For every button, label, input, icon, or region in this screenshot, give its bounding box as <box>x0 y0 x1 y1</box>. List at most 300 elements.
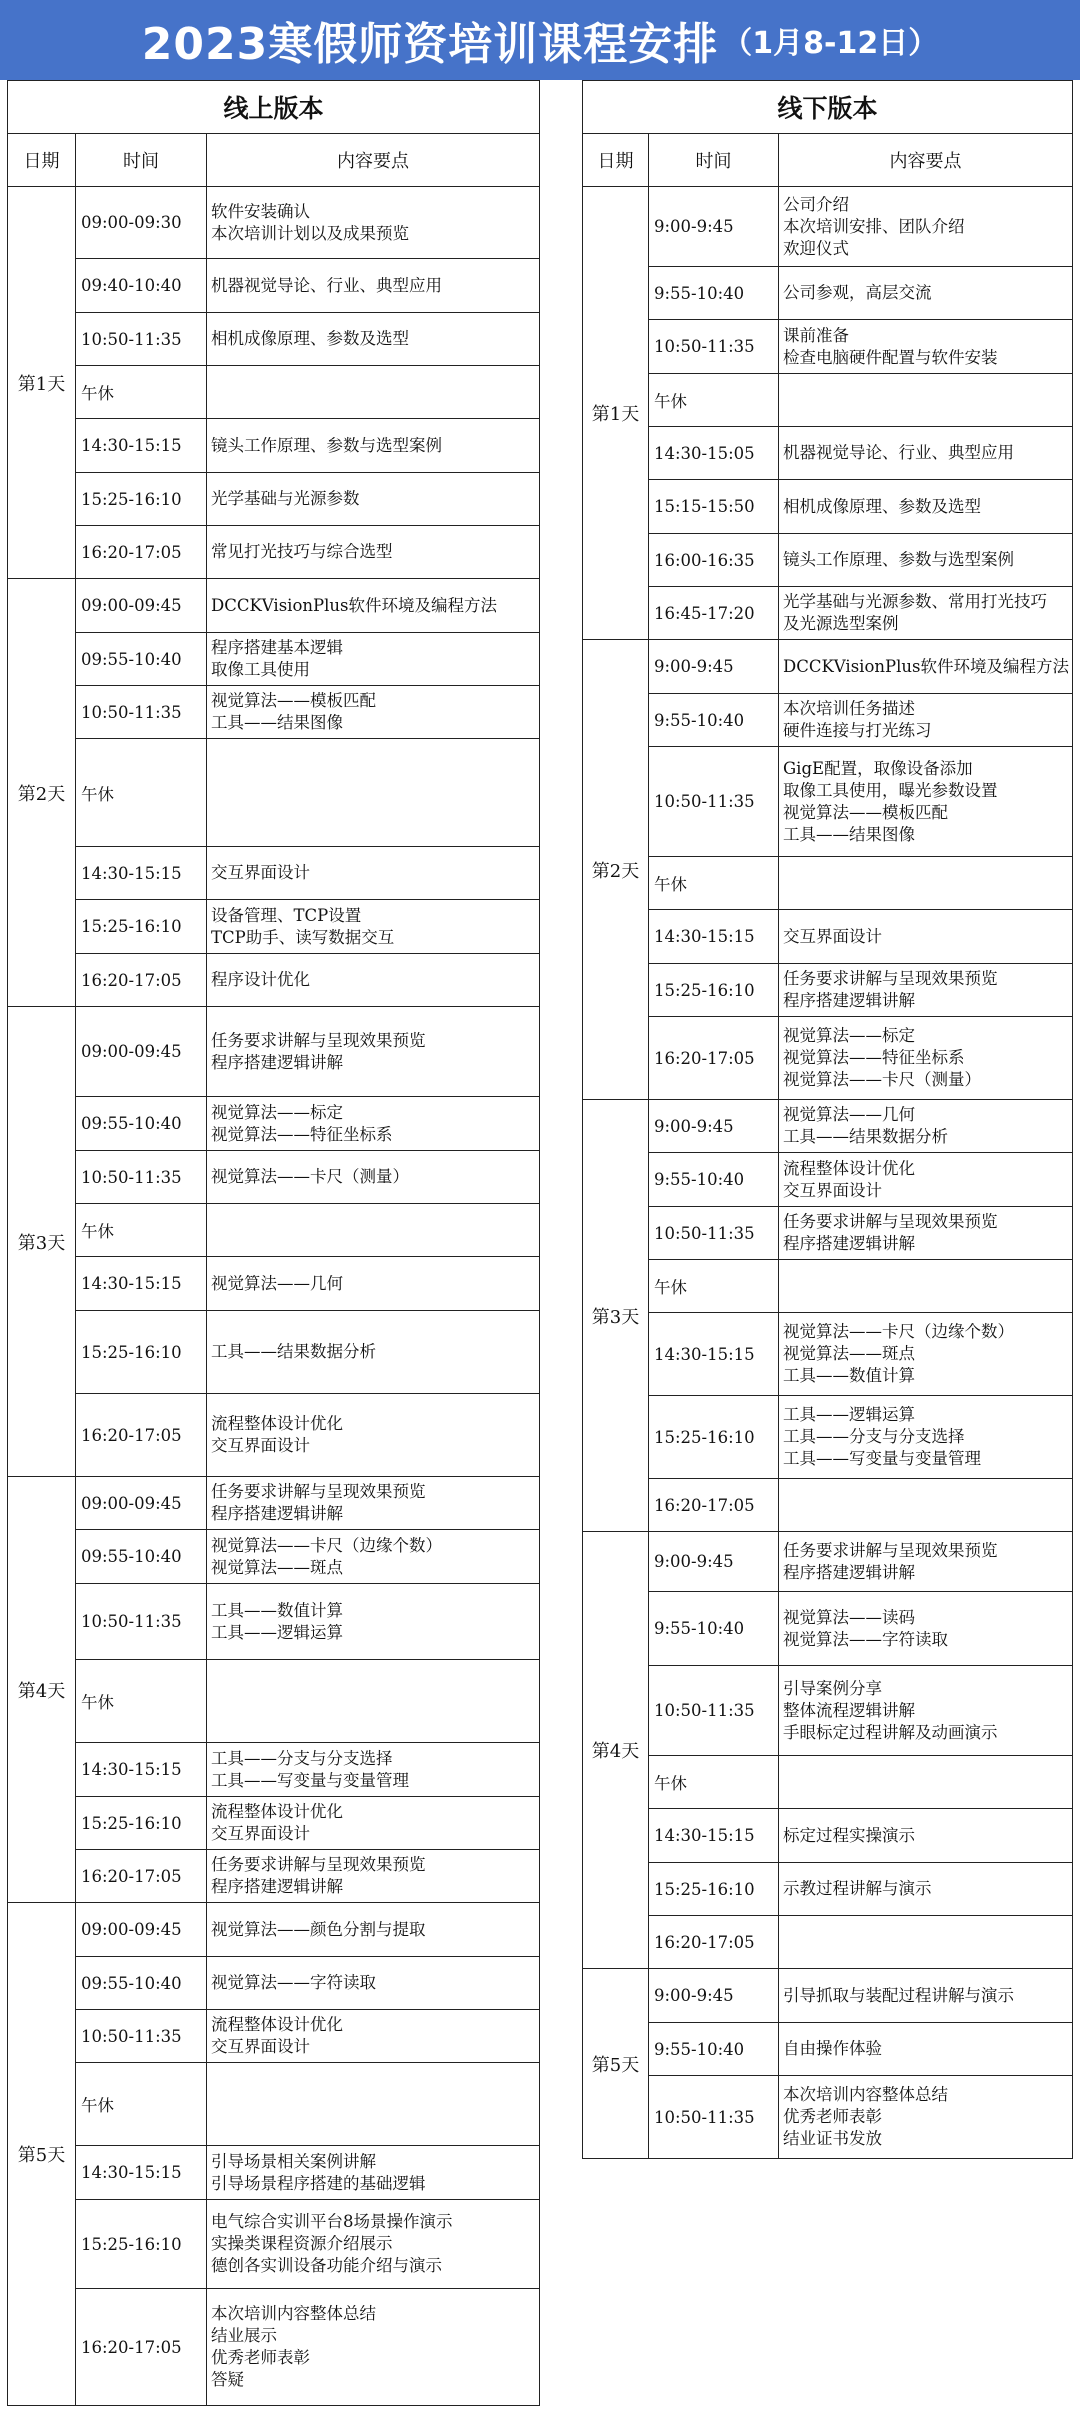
time-cell: 14:30-15:15 <box>649 1313 779 1396</box>
content-line: 程序搭建逻辑讲解 <box>211 1052 343 1072</box>
content-line: 标定过程实操演示 <box>783 1825 915 1845</box>
time-cell: 午休 <box>649 1756 779 1809</box>
content-line: 视觉算法——颜色分割与提取 <box>211 1919 426 1939</box>
content-line: 任务要求讲解与呈现效果预览 <box>211 1855 426 1874</box>
content-cell <box>207 1903 540 1957</box>
column-header-date: 日期 <box>8 134 76 187</box>
content-line: 视觉算法——字符读取 <box>783 1629 948 1649</box>
content-line: 视觉算法——斑点 <box>211 1557 343 1577</box>
schedule-row <box>8 1007 540 1097</box>
content-line: 课前准备 <box>783 325 849 345</box>
content-line: 示教过程讲解与演示 <box>783 1879 932 1898</box>
day-label: 第3天 <box>583 1100 649 1532</box>
offline-schedule-table <box>582 80 1073 2159</box>
time-cell: 14:30-15:15 <box>76 419 207 473</box>
content-line: 工具——结果图像 <box>783 824 915 844</box>
schedule-row <box>583 427 1073 480</box>
schedule-row <box>8 2200 540 2289</box>
content-line: 视觉算法——特征坐标系 <box>211 1124 393 1144</box>
schedule-row <box>583 1666 1073 1756</box>
content-cell <box>207 1957 540 2010</box>
schedule-row <box>8 313 540 366</box>
content-line: 工具——写变量与变量管理 <box>211 1770 409 1790</box>
time-cell: 09:00-09:45 <box>76 1007 207 1097</box>
time-cell: 16:20-17:05 <box>76 526 207 579</box>
content-line: 视觉算法——卡尺（边缘个数） <box>211 1535 442 1555</box>
content-cell <box>207 579 540 633</box>
schedule-row <box>8 1204 540 1257</box>
content-line: 常见打光技巧与综合选型 <box>211 542 393 561</box>
content-line: 本次培训安排、团队介绍 <box>783 216 965 236</box>
content-line: 光学基础与光源参数 <box>211 489 360 508</box>
content-cell <box>207 1797 540 1850</box>
day-label: 第5天 <box>583 1969 649 2159</box>
content-cell <box>207 473 540 526</box>
schedule-row <box>8 2289 540 2406</box>
content-line: GigE配置，取像设备添加 <box>783 758 973 778</box>
content-cell <box>779 1207 1073 1260</box>
content-line: 视觉算法——标定 <box>783 1026 915 1045</box>
content-line: 视觉算法——几何 <box>211 1273 343 1293</box>
time-cell: 14:30-15:15 <box>649 1809 779 1863</box>
schedule-row <box>8 847 540 900</box>
content-line: 工具——结果数据分析 <box>783 1127 948 1146</box>
content-cell <box>207 2146 540 2200</box>
content-cell <box>779 1969 1073 2023</box>
content-line: 镜头工作原理、参数与选型案例 <box>211 435 442 455</box>
content-line: 交互界面设计 <box>211 2037 310 2056</box>
content-cell <box>779 1313 1073 1396</box>
content-cell <box>207 847 540 900</box>
day-label: 第2天 <box>8 579 76 1007</box>
content-line: 程序设计优化 <box>211 970 310 989</box>
day-label: 第5天 <box>8 1903 76 2406</box>
time-cell: 16:20-17:05 <box>76 1394 207 1477</box>
schedule-row <box>8 2010 540 2063</box>
content-cell <box>207 526 540 579</box>
schedule-row <box>583 320 1073 374</box>
content-line: 软件安装确认 <box>211 201 310 221</box>
time-cell: 14:30-15:15 <box>76 2146 207 2200</box>
schedule-row <box>583 1756 1073 1809</box>
content-line: 任务要求讲解与呈现效果预览 <box>783 1540 998 1560</box>
content-cell <box>207 900 540 954</box>
schedule-row <box>8 419 540 473</box>
content-cell <box>779 1153 1073 1207</box>
content-cell <box>207 313 540 366</box>
content-cell <box>207 1007 540 1097</box>
time-cell: 9:00-9:45 <box>649 640 779 694</box>
content-cell <box>207 1477 540 1530</box>
schedule-row <box>583 1592 1073 1666</box>
content-line: 结业展示 <box>211 2326 277 2345</box>
title-main: 2023寒假师资培训课程安排 <box>141 19 719 70</box>
time-cell: 14:30-15:15 <box>76 847 207 900</box>
schedule-row <box>583 964 1073 1017</box>
content-line: 视觉算法——模板匹配 <box>211 691 376 710</box>
time-cell: 午休 <box>649 1260 779 1313</box>
schedule-row <box>583 1396 1073 1479</box>
schedule-row <box>8 1903 540 1957</box>
content-line: 工具——逻辑运算 <box>783 1405 915 1424</box>
content-line: 程序搭建逻辑讲解 <box>783 1562 915 1582</box>
content-line: 工具——数值计算 <box>211 1600 343 1620</box>
content-cell <box>207 1311 540 1394</box>
content-cell <box>779 2076 1073 2159</box>
day-label: 第4天 <box>583 1532 649 1969</box>
schedule-row <box>8 633 540 686</box>
time-cell: 10:50-11:35 <box>76 2010 207 2063</box>
time-cell: 9:55-10:40 <box>649 2023 779 2076</box>
content-cell <box>207 1584 540 1660</box>
content-cell <box>207 1660 540 1743</box>
schedule-row <box>8 579 540 633</box>
schedule-row <box>8 954 540 1007</box>
content-line: 电气综合实训平台8场景操作演示 <box>211 2212 453 2231</box>
content-cell <box>779 427 1073 480</box>
content-cell <box>207 2010 540 2063</box>
content-cell <box>779 1479 1073 1532</box>
time-cell: 16:20-17:05 <box>76 954 207 1007</box>
time-cell: 9:55-10:40 <box>649 1592 779 1666</box>
schedule-row <box>583 1809 1073 1863</box>
content-line: 工具——数值计算 <box>783 1366 915 1385</box>
content-line: 工具——分支与分支选择 <box>783 1427 965 1446</box>
content-line: DCCKVisionPlus软件环境及编程方法 <box>783 656 1069 676</box>
time-cell: 午休 <box>76 1660 207 1743</box>
time-cell: 10:50-11:35 <box>649 747 779 857</box>
schedule-row <box>583 374 1073 427</box>
content-line: 引导抓取与装配过程讲解与演示 <box>783 1985 1014 2005</box>
content-line: 及光源选型案例 <box>783 614 899 633</box>
schedule-row <box>8 1097 540 1151</box>
content-line: 本次培训内容整体总结 <box>783 2085 948 2104</box>
time-cell: 10:50-11:35 <box>76 686 207 739</box>
content-line: 相机成像原理、参数及选型 <box>211 329 409 348</box>
column-header-content: 内容要点 <box>779 134 1073 187</box>
time-cell: 15:25-16:10 <box>649 964 779 1017</box>
schedule-row <box>583 747 1073 857</box>
time-cell: 午休 <box>649 374 779 427</box>
content-line: 工具——结果图像 <box>211 713 343 732</box>
content-line: 视觉算法——读码 <box>783 1607 915 1627</box>
content-line: 视觉算法——模板匹配 <box>783 802 948 822</box>
content-cell <box>779 857 1073 910</box>
content-line: 工具——分支与分支选择 <box>211 1748 393 1768</box>
content-line: 程序搭建逻辑讲解 <box>211 1504 343 1523</box>
content-line: 实操类课程资源介绍展示 <box>211 2234 393 2253</box>
content-cell <box>779 640 1073 694</box>
content-line: 视觉算法——几何 <box>783 1105 915 1124</box>
content-line: 检查电脑硬件配置与软件安装 <box>783 347 998 367</box>
schedule-row <box>583 2023 1073 2076</box>
content-cell <box>207 1743 540 1797</box>
day-label: 第1天 <box>8 187 76 579</box>
time-cell: 9:00-9:45 <box>649 187 779 267</box>
content-line: 视觉算法——卡尺（测量） <box>783 1070 981 1089</box>
schedule-row <box>583 1313 1073 1396</box>
content-cell <box>779 964 1073 1017</box>
schedule-row <box>8 1797 540 1850</box>
schedule-row <box>583 2076 1073 2159</box>
content-line: 视觉算法——标定 <box>211 1102 343 1122</box>
time-cell: 09:40-10:40 <box>76 259 207 313</box>
schedule-row <box>8 1151 540 1204</box>
content-cell <box>207 1850 540 1903</box>
column-header-date: 日期 <box>583 134 649 187</box>
content-line: 交互界面设计 <box>211 863 310 882</box>
time-cell: 09:55-10:40 <box>76 1097 207 1151</box>
table-heading: 线上版本 <box>8 81 540 134</box>
schedule-row <box>583 1207 1073 1260</box>
content-cell <box>207 954 540 1007</box>
content-line: 本次培训计划以及成果预览 <box>211 223 409 243</box>
time-cell: 10:50-11:35 <box>76 1151 207 1204</box>
content-line: 程序搭建基本逻辑 <box>211 638 343 657</box>
schedule-row <box>583 1100 1073 1153</box>
content-cell <box>207 739 540 847</box>
time-cell: 09:00-09:45 <box>76 579 207 633</box>
content-line: 任务要求讲解与呈现效果预览 <box>783 1212 998 1231</box>
schedule-row <box>8 1477 540 1530</box>
schedule-row <box>583 1969 1073 2023</box>
schedule-row <box>8 686 540 739</box>
content-cell <box>779 1809 1073 1863</box>
content-cell <box>207 1204 540 1257</box>
time-cell: 午休 <box>649 857 779 910</box>
schedule-row <box>8 366 540 419</box>
content-line: 自由操作体验 <box>783 2039 882 2058</box>
time-cell: 16:20-17:05 <box>649 1017 779 1100</box>
content-line: 镜头工作原理、参数与选型案例 <box>783 550 1014 569</box>
schedule-row <box>583 1916 1073 1969</box>
schedule-row <box>8 900 540 954</box>
content-cell <box>207 259 540 313</box>
content-cell <box>779 1592 1073 1666</box>
content-line: 工具——逻辑运算 <box>211 1622 343 1642</box>
time-cell: 14:30-15:15 <box>649 910 779 964</box>
time-cell: 午休 <box>76 366 207 419</box>
content-cell <box>779 1100 1073 1153</box>
content-line: DCCKVisionPlus软件环境及编程方法 <box>211 595 497 615</box>
time-cell: 15:25-16:10 <box>649 1863 779 1916</box>
content-cell <box>779 1396 1073 1479</box>
time-cell: 9:55-10:40 <box>649 267 779 320</box>
content-line: 流程整体设计优化 <box>211 1802 343 1821</box>
content-cell <box>207 633 540 686</box>
content-cell <box>207 419 540 473</box>
schedule-row <box>583 1260 1073 1313</box>
time-cell: 16:20-17:05 <box>76 2289 207 2406</box>
time-cell: 16:45-17:20 <box>649 587 779 640</box>
online-schedule-table <box>7 80 540 2406</box>
schedule-row <box>8 1743 540 1797</box>
schedule-row <box>8 526 540 579</box>
time-cell: 9:00-9:45 <box>649 1532 779 1592</box>
time-cell: 09:00-09:45 <box>76 1477 207 1530</box>
schedule-row <box>8 1394 540 1477</box>
content-line: 工具——结果数据分析 <box>211 1342 376 1361</box>
content-line: 取像工具使用，曝光参数设置 <box>783 780 998 800</box>
content-cell <box>779 480 1073 534</box>
content-line: 交互界面设计 <box>211 1824 310 1843</box>
schedule-row <box>8 2063 540 2146</box>
schedule-row <box>583 1017 1073 1100</box>
column-header-time: 时间 <box>649 134 779 187</box>
content-cell <box>207 1257 540 1311</box>
content-line: 结业证书发放 <box>783 2129 882 2148</box>
time-cell: 16:20-17:05 <box>649 1479 779 1532</box>
schedule-row <box>8 1850 540 1903</box>
content-line: 机器视觉导论、行业、典型应用 <box>211 275 442 295</box>
time-cell: 15:25-16:10 <box>76 1311 207 1394</box>
content-line: 任务要求讲解与呈现效果预览 <box>211 1030 426 1050</box>
content-cell <box>207 2289 540 2406</box>
schedule-row <box>583 187 1073 267</box>
content-line: 引导案例分享 <box>783 1678 882 1698</box>
schedule-row <box>583 910 1073 964</box>
content-line: 手眼标定过程讲解及动画演示 <box>783 1722 998 1742</box>
time-cell: 9:00-9:45 <box>649 1100 779 1153</box>
content-line: 流程整体设计优化 <box>211 2015 343 2034</box>
day-label: 第3天 <box>8 1007 76 1477</box>
content-line: 德创各实训设备功能介绍与演示 <box>211 2256 442 2275</box>
content-line: 欢迎仪式 <box>783 238 849 258</box>
content-line: 交互界面设计 <box>211 1436 310 1455</box>
schedule-row <box>8 1584 540 1660</box>
content-line: 视觉算法——卡尺（测量） <box>211 1167 409 1186</box>
content-line: 机器视觉导论、行业、典型应用 <box>783 443 1014 462</box>
schedule-row <box>8 1530 540 1584</box>
time-cell: 9:55-10:40 <box>649 1153 779 1207</box>
time-cell: 09:00-09:30 <box>76 187 207 259</box>
time-cell: 午休 <box>76 739 207 847</box>
content-cell <box>207 1097 540 1151</box>
time-cell: 15:25-16:10 <box>76 2200 207 2289</box>
content-line: 优秀老师表彰 <box>783 2107 882 2126</box>
time-cell: 10:50-11:35 <box>649 1207 779 1260</box>
content-line: 公司参观，高层交流 <box>783 283 932 302</box>
time-cell: 15:15-15:50 <box>649 480 779 534</box>
time-cell: 14:30-15:15 <box>76 1257 207 1311</box>
content-line: 答疑 <box>211 2370 244 2389</box>
content-cell <box>779 747 1073 857</box>
content-line: TCP助手、读写数据交互 <box>211 927 395 947</box>
time-cell: 15:25-16:10 <box>649 1396 779 1479</box>
content-line: 程序搭建逻辑讲解 <box>783 991 915 1010</box>
schedule-row <box>8 739 540 847</box>
page-title <box>0 0 1080 80</box>
content-cell <box>779 1666 1073 1756</box>
content-cell <box>779 1532 1073 1592</box>
content-cell <box>779 1863 1073 1916</box>
content-line: 设备管理、TCP设置 <box>211 905 362 925</box>
day-label: 第1天 <box>583 187 649 640</box>
title-date-range: （1月8-12日） <box>722 26 939 61</box>
content-cell <box>779 587 1073 640</box>
content-cell <box>779 534 1073 587</box>
content-cell <box>779 374 1073 427</box>
content-line: 引导场景相关案例讲解 <box>211 2151 376 2171</box>
schedule-row <box>583 267 1073 320</box>
content-cell <box>779 267 1073 320</box>
time-cell: 09:55-10:40 <box>76 1530 207 1584</box>
schedule-row <box>583 640 1073 694</box>
time-cell: 10:50-11:35 <box>649 1666 779 1756</box>
column-header-time: 时间 <box>76 134 207 187</box>
time-cell: 16:00-16:35 <box>649 534 779 587</box>
time-cell: 09:00-09:45 <box>76 1903 207 1957</box>
content-line: 程序搭建逻辑讲解 <box>783 1234 915 1253</box>
content-line: 光学基础与光源参数、常用打光技巧 <box>783 592 1047 611</box>
content-line: 流程整体设计优化 <box>211 1414 343 1433</box>
content-line: 交互界面设计 <box>783 926 882 946</box>
content-cell <box>779 1916 1073 1969</box>
content-line: 硬件连接与打光练习 <box>783 721 932 740</box>
content-line: 优秀老师表彰 <box>211 2348 310 2367</box>
time-cell: 15:25-16:10 <box>76 473 207 526</box>
schedule-row <box>583 1479 1073 1532</box>
content-line: 流程整体设计优化 <box>783 1158 915 1178</box>
table-heading: 线下版本 <box>583 81 1073 134</box>
time-cell: 午休 <box>76 2063 207 2146</box>
content-cell <box>207 1530 540 1584</box>
content-line: 任务要求讲解与呈现效果预览 <box>783 969 998 988</box>
content-cell <box>207 2063 540 2146</box>
time-cell: 10:50-11:35 <box>76 1584 207 1660</box>
schedule-row <box>8 473 540 526</box>
content-cell <box>779 2023 1073 2076</box>
content-line: 公司介绍 <box>783 194 849 214</box>
content-line: 视觉算法——斑点 <box>783 1344 915 1363</box>
time-cell: 14:30-15:05 <box>649 427 779 480</box>
content-line: 工具——写变量与变量管理 <box>783 1449 981 1468</box>
content-cell <box>779 320 1073 374</box>
schedule-row <box>583 534 1073 587</box>
content-line: 任务要求讲解与呈现效果预览 <box>211 1482 426 1501</box>
schedule-row <box>8 2146 540 2200</box>
schedule-row <box>583 1863 1073 1916</box>
content-cell <box>779 1017 1073 1100</box>
content-line: 本次培训内容整体总结 <box>211 2304 376 2323</box>
content-line: 交互界面设计 <box>783 1180 882 1200</box>
content-cell <box>207 686 540 739</box>
content-cell <box>779 1260 1073 1313</box>
content-cell <box>207 1151 540 1204</box>
day-label: 第4天 <box>8 1477 76 1903</box>
content-cell <box>207 1394 540 1477</box>
schedule-row <box>8 1257 540 1311</box>
time-cell: 9:00-9:45 <box>649 1969 779 2023</box>
schedule-row <box>583 694 1073 747</box>
schedule-row <box>8 259 540 313</box>
schedule-row <box>8 1957 540 2010</box>
content-cell <box>207 187 540 259</box>
content-line: 本次培训任务描述 <box>783 699 915 718</box>
time-cell: 15:25-16:10 <box>76 1797 207 1850</box>
schedule-row <box>583 587 1073 640</box>
schedule-row <box>583 480 1073 534</box>
content-line: 视觉算法——卡尺（边缘个数） <box>783 1322 1014 1341</box>
time-cell: 午休 <box>76 1204 207 1257</box>
column-header-content: 内容要点 <box>207 134 540 187</box>
schedule-row <box>8 1311 540 1394</box>
content-cell <box>779 1756 1073 1809</box>
content-cell <box>779 694 1073 747</box>
content-cell <box>207 2200 540 2289</box>
time-cell: 9:55-10:40 <box>649 694 779 747</box>
time-cell: 14:30-15:15 <box>76 1743 207 1797</box>
